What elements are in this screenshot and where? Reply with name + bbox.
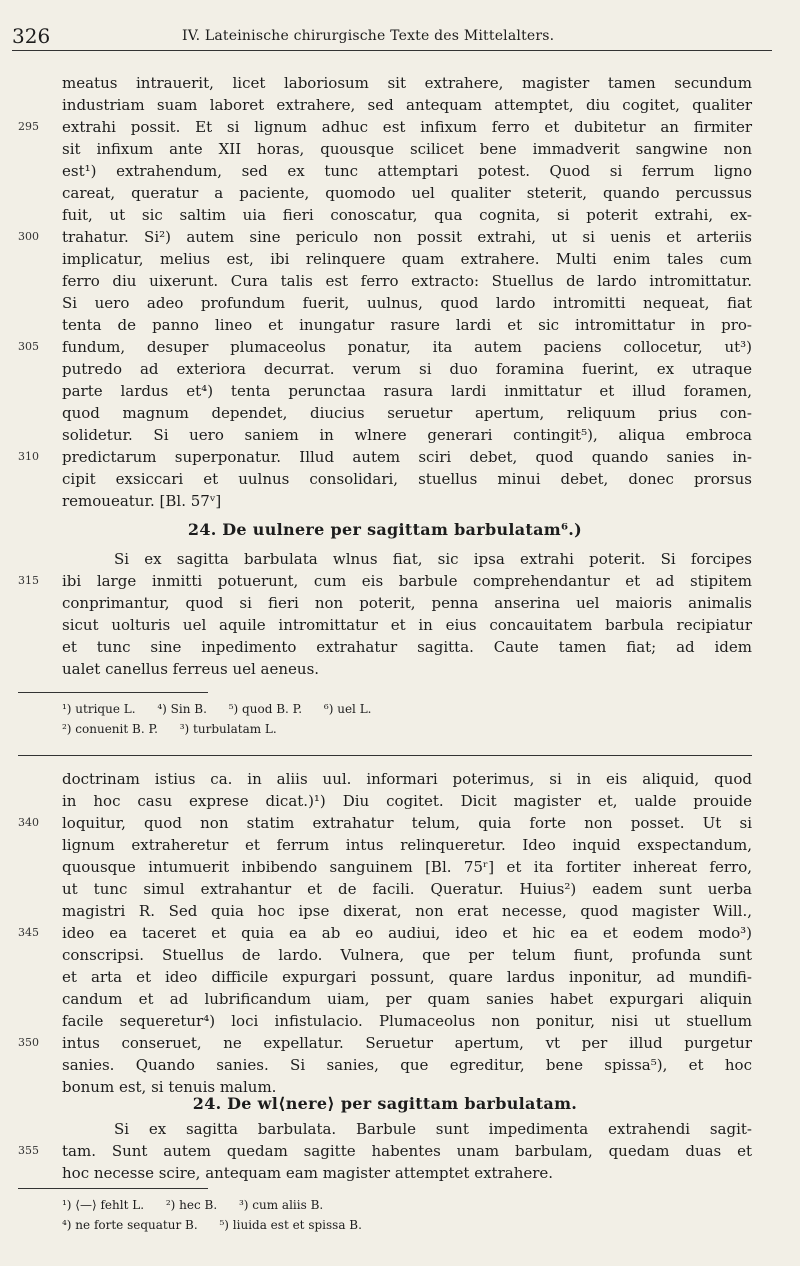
text-line [18, 834, 752, 856]
line-text: cipit exsiccari et uulnus consolidari, stuellus minui debet, donec prorsus [62, 470, 752, 488]
footnote-rule [18, 1188, 208, 1189]
line-text: bonum est, si tenuis malum. [62, 1078, 277, 1096]
footnote: ¹) ⟨—⟩ fehlt L. [62, 1198, 145, 1212]
text-line [18, 878, 752, 900]
footnote-line [62, 1216, 380, 1234]
line-text: Si ex sagitta barbulata wlnus fiat, sic ipsa extrahi poterit. Si forcipes [114, 550, 752, 568]
line-text: putredo ad exteriora decurrat. verum si duo foramina fuerint, ex utraque [62, 360, 752, 378]
line-text: fuit, ut sic saltim uia fieri conoscatur, qua cognita, si poterit extrahi, ex- [62, 206, 752, 224]
text-line [18, 292, 752, 314]
footnote: ⁵) liuida est et spissa B. [219, 1218, 362, 1232]
line-number: 315 [18, 574, 39, 587]
line-text: sicut uolturis uel aquile intromittatur et in eius concauitatem barbula recipiatur [62, 616, 752, 634]
text-line [18, 248, 752, 270]
line-text: loquitur, quod non statim extrahatur telum, quia forte non posset. Ut si [62, 814, 752, 832]
heading-number: 24. [187, 520, 217, 539]
heading-title: De wl⟨nere⟩ per sagittam barbulatam. [227, 1094, 578, 1113]
text-line [18, 160, 752, 182]
footnote: ¹) utrique L. [62, 702, 136, 716]
line-text: parte lardus et⁴) tenta perunctaa rasura lardi inmittatur et illud foramen, [62, 382, 752, 400]
line-text: quod magnum dependet, diucius seruetur apertum, reliquum prius con- [62, 404, 752, 422]
line-number: 355 [18, 1144, 39, 1157]
text-line [18, 658, 752, 680]
text-line [18, 446, 752, 468]
line-text: quousque intumuerit inbibendo sanguinem [Bl. 75ʳ] et ita fortiter inhereat ferro, [62, 858, 752, 876]
line-text: ideo ea taceret et quia ea ab eo audiui, ideo et hic ea et eodem modo³) [62, 924, 752, 942]
text-line [18, 592, 752, 614]
line-number: 350 [18, 1036, 39, 1049]
text-line [18, 1162, 752, 1184]
line-text: est¹) extrahendum, sed ex tunc attemptari potest. Quod si ferrum ligno [62, 162, 752, 180]
line-text: tenta de panno lineo et inungatur rasure lardi et sic intromittatur in pro- [62, 316, 752, 334]
line-number: 295 [18, 120, 39, 133]
line-text: solidetur. Si uero saniem in wlnere generari contingit⁵), aliqua embroca [62, 426, 752, 444]
text-line [18, 1032, 752, 1054]
line-text: extrahi possit. Et si lignum adhuc est infixum ferro et dubitetur an firmiter [62, 118, 752, 136]
footnote: ⁶) uel L. [323, 702, 372, 716]
line-text: sit infixum ante XII horas, quousque scilicet bene immadverit sangwine non [62, 140, 752, 158]
commentary-text-block-2 [18, 1118, 752, 1184]
line-number: 345 [18, 926, 39, 939]
footnote-line [62, 720, 295, 738]
page-number: 326 [12, 24, 51, 48]
line-text: industriam suam laboret extrahere, sed antequam attemptet, diu cogitet, qualiter [62, 96, 752, 114]
text-line [18, 812, 752, 834]
line-text: Si ex sagitta barbulata. Barbule sunt impedimenta extrahendi sagit- [114, 1120, 752, 1138]
running-title: IV. Lateinische chirurgische Texte des Mittelalters. [182, 28, 555, 44]
footnote: ⁵) quod B. P. [228, 702, 303, 716]
header-rule [12, 50, 772, 51]
line-text: in hoc casu exprese dicat.)¹) Diu cogitet. Dicit magister et, ualde prouide [62, 792, 752, 810]
main-text-block [18, 72, 752, 512]
text-line [18, 900, 752, 922]
text-line [18, 988, 752, 1010]
text-line [18, 1118, 752, 1140]
line-text: lignum extraheretur et ferrum intus relinqueretur. Ideo inquid exspectandum, [62, 836, 752, 854]
text-line [18, 966, 752, 988]
main-text-block-2 [18, 548, 752, 680]
line-text: fundum, desuper plumaceolus ponatur, ita autem paciens collocetur, ut³) [62, 338, 752, 356]
footnote-rule [18, 692, 208, 693]
line-text: magistri R. Sed quia hoc ipse dixerat, non erat necesse, quod magister Will., [62, 902, 752, 920]
page-header [12, 20, 772, 50]
line-text: candum et ad lubrificandum uiam, per quam sanies habet expurgari aliquin [62, 990, 752, 1008]
text-line [18, 72, 752, 94]
text-line [18, 1010, 752, 1032]
line-text: conscripsi. Stuellus de lardo. Vulnera, que per telum fiunt, profunda sunt [62, 946, 752, 964]
text-line [18, 380, 752, 402]
text-line [18, 270, 752, 292]
text-line [18, 182, 752, 204]
footnote-line [62, 700, 390, 718]
line-number: 310 [18, 450, 39, 463]
text-line [18, 94, 752, 116]
text-line [18, 636, 752, 658]
footnote: ⁴) Sin B. [157, 702, 207, 716]
footnote: ²) conuenit B. P. [62, 722, 158, 736]
line-text: et arta et ideo difficile expurgari possunt, quare lardus inponitur, ad mundifi- [62, 968, 752, 986]
line-number: 305 [18, 340, 39, 353]
text-line [18, 790, 752, 812]
line-number: 300 [18, 230, 39, 243]
footnote: ⁴) ne forte sequatur B. [62, 1218, 198, 1232]
text-line [18, 768, 752, 790]
text-line [18, 614, 752, 636]
line-text: trahatur. Si²) autem sine periculo non possit extrahi, ut si uenis et arteriis [62, 228, 752, 246]
text-line [18, 922, 752, 944]
line-text: ferro diu uixerunt. Cura talis est ferro extracto: Stuellus de lardo intromittatur. [62, 272, 752, 290]
line-text: ut tunc simul extrahantur et de facili. Queratur. Huius²) eadem sunt uerba [62, 880, 752, 898]
text-line [18, 204, 752, 226]
line-text: et tunc sine inpedimento extrahatur sagitta. Caute tamen fiat; ad idem [62, 638, 752, 656]
text-line [18, 424, 752, 446]
footnote: ³) cum aliis B. [238, 1198, 324, 1212]
section-heading-1 [18, 520, 752, 539]
line-text: meatus intrauerit, licet laboriosum sit extrahere, magister tamen secundum [62, 74, 752, 92]
line-text: intus conseruet, ne expellatur. Seruetur apertum, vt per illud purgetur [62, 1034, 752, 1052]
line-text: implicatur, melius est, ibi relinquere quam extrahere. Multi enim tales cum [62, 250, 752, 268]
footnote: ²) hec B. [165, 1198, 218, 1212]
commentary-separator [18, 755, 752, 756]
line-text: hoc necesse scire, antequam eam magister attemptet extrahere. [62, 1164, 554, 1182]
line-text: predictarum superponatur. Illud autem sciri debet, quod quando sanies in- [62, 448, 752, 466]
line-text: ibi large inmitti potuerunt, cum eis barbule comprehendantur et ad stipitem [62, 572, 752, 590]
text-line [18, 226, 752, 248]
heading-number: 24. [192, 1094, 222, 1113]
text-line [18, 468, 752, 490]
line-text: Si uero adeo profundum fuerit, uulnus, quod lardo intromitti nequeat, fiat [62, 294, 752, 312]
line-number: 340 [18, 816, 39, 829]
text-line [18, 570, 752, 592]
line-text: sanies. Quando sanies. Si sanies, que egreditur, bene spissa⁵), et hoc [62, 1056, 752, 1074]
text-line [18, 116, 752, 138]
footnote: ³) turbulatam L. [179, 722, 277, 736]
text-line [18, 944, 752, 966]
text-line [18, 314, 752, 336]
footnote-line [62, 1196, 341, 1214]
text-line [18, 336, 752, 358]
line-text: careat, queratur a paciente, quomodo uel qualiter steterit, quando percussus [62, 184, 752, 202]
line-text: ualet canellus ferreus uel aeneus. [62, 660, 320, 678]
text-line [18, 1140, 752, 1162]
text-line [18, 402, 752, 424]
text-line [18, 358, 752, 380]
section-heading-2 [18, 1094, 752, 1113]
heading-title: De uulnere per sagittam barbulatam⁶.) [222, 520, 583, 539]
text-line [18, 856, 752, 878]
commentary-text-block [18, 768, 752, 1098]
text-line [18, 1054, 752, 1076]
text-line [18, 548, 752, 570]
text-line [18, 138, 752, 160]
line-text: conprimantur, quod si fieri non poterit, penna anserina uel maioris animalis [62, 594, 752, 612]
line-text: facile sequeretur⁴) loci infistulacio. Plumaceolus non ponitur, nisi ut stuellum [62, 1012, 752, 1030]
line-text: doctrinam istius ca. in aliis uul. informari poterimus, si in eis aliquid, quod [62, 770, 752, 788]
line-text: remoueatur. [Bl. 57ᵛ] [62, 492, 222, 510]
text-line [18, 490, 752, 512]
line-text: tam. Sunt autem quedam sagitte habentes unam barbulam, quedam duas et [62, 1142, 752, 1160]
